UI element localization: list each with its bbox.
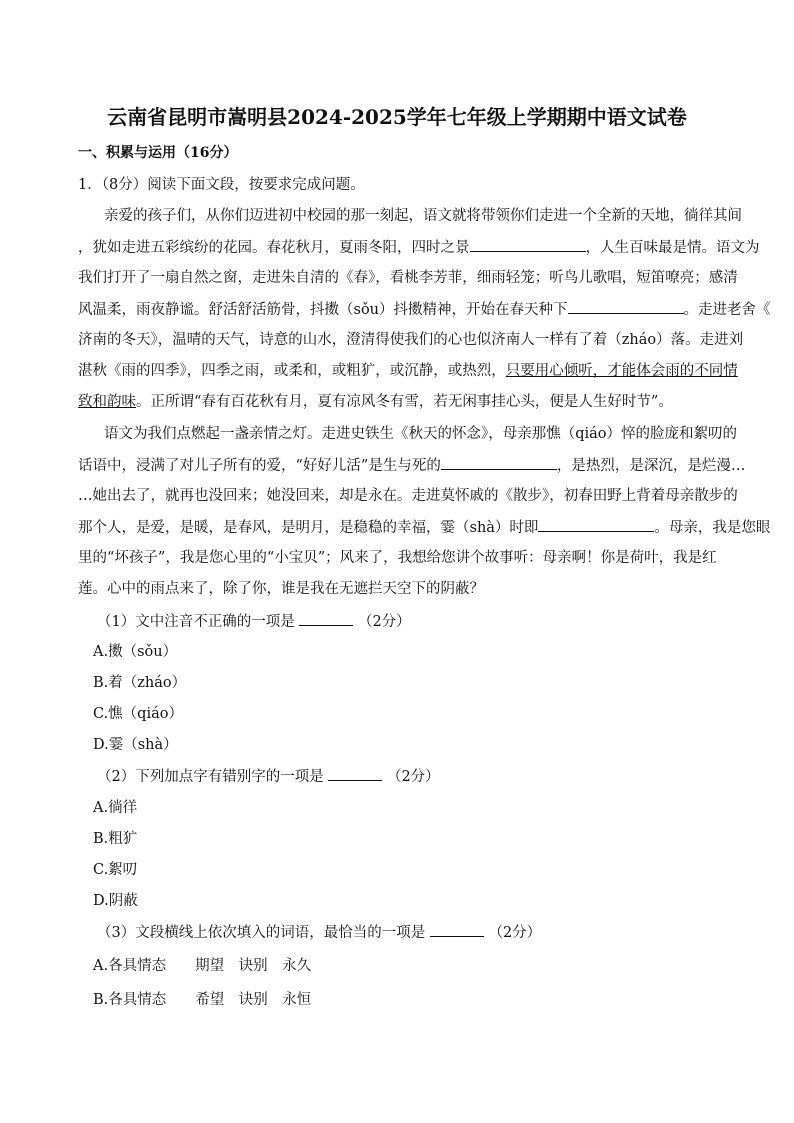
subquestion-stem: （2）下列加点字有错别字的一项是	[97, 769, 324, 785]
passage-p1-line-3: 我们打开了一扇自然之窗，走进朱自清的《春》，看桃李芳菲，细雨轻笼；听鸟儿歌唱，短笛嘹亮；感清	[78, 270, 738, 286]
answer-blank	[299, 611, 353, 626]
text-segment: ，犹如走进五彩缤纷的花园。春花秋月，夏雨冬阳，四时之景	[78, 240, 470, 256]
fill-blank-2	[568, 299, 684, 314]
option-b: B.粗犷	[93, 831, 138, 847]
option-b: B.着（zháo）	[93, 675, 187, 691]
text-segment: 湛秋《雨的四季》，四季之雨，或柔和，或粗犷，或沉静，或热烈，	[78, 363, 506, 379]
subquestion-score: （2分）	[488, 925, 542, 941]
option-d: D.霎（shà）	[93, 737, 178, 753]
text-segment: ，是热烈，是深沉，是烂漫…	[556, 458, 746, 474]
option-a: A.各具情态 期望 诀别 永久	[93, 958, 312, 974]
underlined-sentence: 只要用心倾听，才能体会雨的不同情	[505, 363, 738, 379]
passage-p1-line-5: 济南的冬天》，温晴的天气，诗意的山水，澄清得使我们的心也似济南人一样有了着（zháo）落。走进刘	[78, 332, 744, 348]
answer-blank	[430, 922, 484, 937]
subquestion-stem: （3）文段横线上依次填入的词语，最恰当的一项是	[97, 925, 426, 941]
subquestion-score: （2分）	[386, 769, 440, 785]
text-segment: 那个人，是爱，是暖，是春风，是明月，是稳稳的幸福，霎（shà）时即	[78, 520, 539, 536]
subquestion-2	[97, 766, 737, 787]
option-b: B.各具情态 希望 诀别 永恒	[93, 992, 312, 1008]
text-segment: 风温柔，雨夜静谧。舒活舒活筋骨，抖擞（sǒu）抖擞精神，开始在春天种下	[78, 302, 568, 318]
passage-p2-line-6: 莲。心中的雨点来了，除了你，谁是我在无遮拦天空下的阴蔽？	[78, 581, 484, 597]
option-c: C.絮叨	[93, 862, 138, 878]
fill-blank-4	[538, 517, 654, 532]
subquestion-score: （2分）	[357, 614, 411, 630]
section-heading: 一、积累与运用（16分）	[78, 145, 238, 161]
subquestion-1	[97, 611, 737, 632]
text-segment: 。走进老舍《	[683, 302, 771, 318]
subquestion-stem: （1）文中注音不正确的一项是	[97, 614, 295, 630]
subquestion-3	[97, 922, 737, 943]
option-d: D.阴蔽	[93, 893, 138, 909]
text-segment: ，人生百味最是情。语文为	[585, 240, 760, 256]
passage-p1-line-4	[78, 299, 771, 320]
exam-title: 云南省昆明市嵩明县2024-2025学年七年级上学期期中语文试卷	[107, 105, 687, 129]
passage-p1-line-6	[78, 361, 738, 381]
text-segment: 。母亲，我是您眼	[654, 520, 771, 536]
text-segment: 。正所谓“春有百花秋有月，夏有凉风冬有雪，若无闲事挂心头，便是人生好时节”。	[136, 394, 673, 410]
passage-p2-line-5: 里的“坏孩子”，我是您心里的“小宝贝”；风来了，我想给您讲个故事听：母亲啊！你是荷叶，我是红	[78, 550, 717, 566]
passage-p2-line-3: …她出去了，就再也没回来；她没回来，却是永在。走进莫怀戚的《散步》，初春田野上背着母亲散步的	[78, 488, 738, 504]
option-a: A.擞（sǒu）	[93, 644, 178, 660]
underlined-sentence-end: 致和韵味	[78, 394, 136, 410]
passage-p2-line-4	[78, 517, 771, 538]
passage-p2-line-2	[78, 455, 746, 476]
option-c: C.憔（qiáo）	[93, 706, 183, 722]
text-segment: 话语中，浸满了对儿子所有的爱，“好好儿活”是生与死的	[78, 458, 441, 474]
passage-p1-line-7	[78, 392, 718, 412]
passage-p2-line-1: 语文为我们点燃起一盏亲情之灯。走进史铁生《秋天的怀念》，母亲那憔（qiáo）悴的脸庞和絮叨的	[104, 426, 738, 442]
fill-blank-1	[470, 237, 586, 252]
option-a: A.徜徉	[93, 800, 138, 816]
passage-p1-line-1: 亲爱的孩子们，从你们迈进初中校园的那一刻起，语文就将带领你们走进一个全新的天地，徜徉其间	[104, 208, 742, 224]
answer-blank	[328, 766, 382, 781]
fill-blank-3	[441, 455, 557, 470]
question-1-heading: 1．（8分）阅读下面文段，按要求完成问题。	[78, 177, 365, 193]
passage-p1-line-2	[78, 237, 760, 258]
